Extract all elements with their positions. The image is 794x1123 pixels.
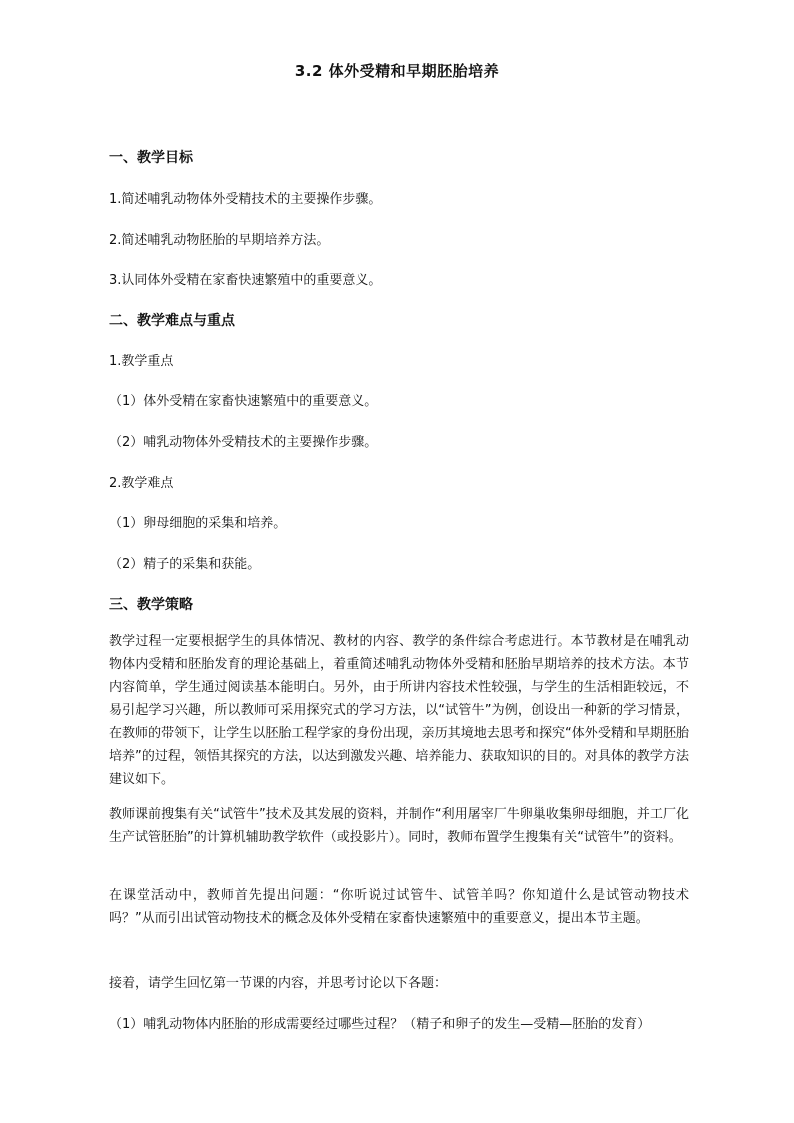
strategy-paragraph: 教师课前搜集有关“试管牛”技术及其发展的资料，并制作“利用屠宰厂牛卵巢收集卵母细胞，并工厂化生产试管胚胎”的计算机辅助教学软件（或投影片）。同时，教师布置学生搜集有关“试管牛”的资料。: [109, 807, 689, 845]
page-title: 3.2 体外受精和早期胚胎培养: [294, 62, 500, 80]
objective-item: 2.简述哺乳动物胚胎的早期培养方法。: [109, 233, 330, 248]
key-points-label: 1.教学重点: [109, 354, 174, 369]
section-heading-strategy: 三、教学策略: [109, 597, 193, 613]
key-point-item: （1）体外受精在家畜快速繁殖中的重要意义。: [109, 394, 378, 409]
section-heading-key-difficult: 二、教学难点与重点: [109, 313, 235, 329]
strategy-paragraph: 接着，请学生回忆第一节课的内容，并思考讨论以下各题：: [109, 976, 448, 991]
strategy-paragraph: 教学过程一定要根据学生的具体情况、教材的内容、教学的条件综合考虑进行。本节教材是在哺乳动物体内受精和胚胎发育的理论基础上，着重简述哺乳动物体外受精和胚胎早期培养的技术方法。本节内容简单，学生通过阅读基本能明白。另外，由于所讲内容技术性较强，与学生的生活相距较远，不易引起学习兴趣，所以教师可采用探究式的学习方法，以“试管牛”为例，创设出一种新的学习情景，在教师的带领下，让学生以胚胎工程学家的身份出现，亲历其境地去思考和探究“体外受精和早期胚胎培养”的过程，领悟其探究的方法，以达到激发兴趣、培养能力、获取知识的目的。对具体的教学方法建议如下。: [109, 634, 689, 787]
section-heading-objectives: 一、教学目标: [109, 150, 193, 166]
difficult-points-label: 2.教学难点: [109, 476, 174, 491]
strategy-paragraph: （1）哺乳动物体内胚胎的形成需要经过哪些过程？（精子和卵子的发生—受精—胚胎的发育）: [109, 1017, 651, 1032]
strategy-paragraph: 在课堂活动中，教师首先提出问题：“你听说过试管牛、试管羊吗？你知道什么是试管动物技术吗？”从而引出试管动物技术的概念及体外受精在家畜快速繁殖中的重要意义，提出本节主题。: [109, 888, 689, 926]
difficult-point-item: （2）精子的采集和获能。: [109, 557, 261, 572]
objective-item: 1.简述哺乳动物体外受精技术的主要操作步骤。: [109, 192, 382, 207]
difficult-point-item: （1）卵母细胞的采集和培养。: [109, 516, 287, 531]
objective-item: 3.认同体外受精在家畜快速繁殖中的重要意义。: [109, 273, 382, 288]
key-point-item: （2）哺乳动物体外受精技术的主要操作步骤。: [109, 435, 378, 450]
